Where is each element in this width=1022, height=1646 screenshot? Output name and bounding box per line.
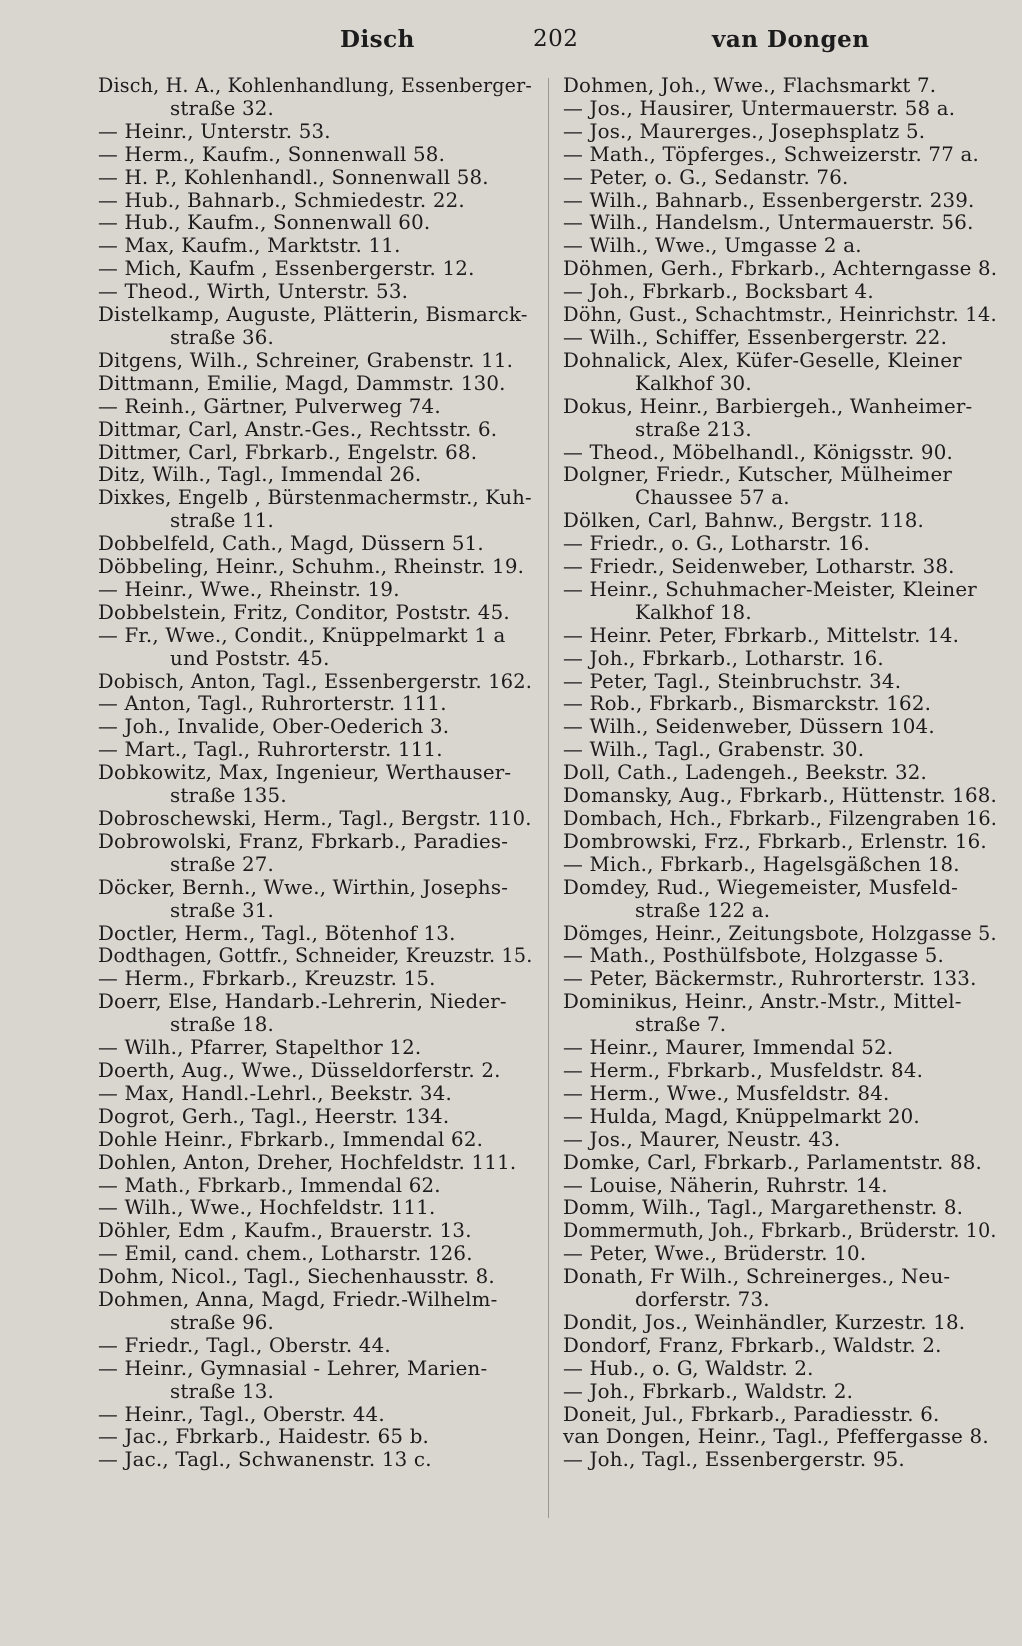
- directory-entry: Dittmer, Carl, Fbrkarb., Engelstr. 68.: [98, 440, 478, 464]
- directory-entry: — Emil, cand. chem., Lotharstr. 126.: [98, 1242, 473, 1266]
- directory-entry: Ditgens, Wilh., Schreiner, Grabenstr. 11.: [98, 348, 514, 372]
- directory-entry: — Heinr. Peter, Fbrkarb., Mittelstr. 14.: [563, 623, 960, 647]
- directory-entry: — Theod., Möbelhandl., Königsstr. 90.: [563, 440, 953, 464]
- directory-entry: Dölken, Carl, Bahnw., Bergstr. 118.: [563, 509, 925, 533]
- entry-continuation: straße 122 a.: [635, 898, 771, 922]
- page-number: 202: [533, 26, 579, 52]
- directory-entry: — Max, Kaufm., Marktstr. 11.: [98, 234, 401, 258]
- directory-entry: Dogrot, Gerh., Tagl., Heerstr. 134.: [98, 1104, 450, 1128]
- directory-entry: Döcker, Bernh., Wwe., Wirthin, Josephs-: [98, 875, 509, 899]
- directory-entry: — Jos., Maurer, Neustr. 43.: [563, 1127, 841, 1151]
- directory-entry: — Heinr., Maurer, Immendal 52.: [563, 1036, 894, 1060]
- directory-entry: — Joh., Invalide, Ober-Oederich 3.: [98, 715, 450, 739]
- directory-entry: — Friedr., Tagl., Oberstr. 44.: [98, 1333, 391, 1357]
- directory-entry: Dobroschewski, Herm., Tagl., Bergstr. 110.: [98, 807, 532, 830]
- directory-entry: — Fr., Wwe., Condit., Knüppelmarkt 1 a: [98, 623, 506, 647]
- entry-continuation: straße 36.: [170, 325, 275, 349]
- header-left-keyword: Disch: [340, 26, 415, 53]
- directory-entry: Dondorf, Franz, Fbrkarb., Waldstr. 2.: [563, 1333, 942, 1357]
- directory-entry: Döhn, Gust., Schachtmstr., Heinrichstr. 14.: [563, 303, 997, 327]
- entry-continuation: straße 213.: [635, 417, 752, 441]
- directory-entry: — Anton, Tagl., Ruhrorterstr. 111.: [98, 692, 447, 716]
- directory-entry: Dittmann, Emilie, Magd, Dammstr. 130.: [98, 371, 506, 395]
- directory-entry: Domansky, Aug., Fbrkarb., Hüttenstr. 168.: [563, 784, 998, 808]
- directory-entry: — Math., Töpferges., Schweizerstr. 77 a.: [563, 142, 979, 166]
- directory-entry: Dittmar, Carl, Anstr.-Ges., Rechtsstr. 6.: [98, 417, 498, 441]
- directory-entry: — Joh., Tagl., Essenbergerstr. 95.: [563, 1448, 905, 1472]
- directory-entry: — Theod., Wirth, Unterstr. 53.: [98, 280, 409, 304]
- directory-entry: Dombach, Hch., Fbrkarb., Filzengraben 16.: [563, 807, 998, 830]
- entry-continuation: straße 31.: [170, 898, 275, 922]
- directory-entry: — Peter, Wwe., Brüderstr. 10.: [563, 1242, 867, 1266]
- directory-entry: Dohle Heinr., Fbrkarb., Immendal 62.: [98, 1127, 484, 1151]
- directory-entry: Döhler, Edm , Kaufm., Brauerstr. 13.: [98, 1219, 472, 1243]
- directory-entry: Doerth, Aug., Wwe., Düsseldorferstr. 2.: [98, 1058, 501, 1082]
- directory-entry: — Herm., Wwe., Musfeldstr. 84.: [563, 1081, 890, 1105]
- entry-continuation: straße 32.: [170, 96, 275, 120]
- directory-entry: Dokus, Heinr., Barbiergeh., Wanheimer-: [563, 394, 973, 418]
- entry-continuation: dorferstr. 73.: [635, 1288, 770, 1312]
- directory-entry: Dominikus, Heinr., Anstr.-Mstr., Mittel-: [563, 990, 962, 1014]
- header-right-keyword: van Dongen: [712, 26, 870, 53]
- directory-entry: Dobrowolski, Franz, Fbrkarb., Paradies-: [98, 829, 509, 853]
- directory-entry: — Mart., Tagl., Ruhrorterstr. 111.: [98, 738, 443, 762]
- directory-entry: — Wilh., Schiffer, Essenbergerstr. 22.: [563, 325, 948, 349]
- directory-entry: Döbbeling, Heinr., Schuhm., Rheinstr. 19.: [98, 555, 525, 579]
- directory-entry: — Wilh., Handelsm., Untermauerstr. 56.: [563, 211, 974, 235]
- directory-entry: Dömges, Heinr., Zeitungsbote, Holzgasse 5.: [563, 921, 997, 945]
- left-column: [98, 75, 532, 1472]
- right-column: [563, 75, 997, 1472]
- directory-entry: — Math., Posthülfsbote, Holzgasse 5.: [563, 944, 945, 968]
- directory-entry: Distelkamp, Auguste, Plätterin, Bismarck-: [98, 303, 528, 327]
- directory-entry: — Max, Handl.-Lehrl., Beekstr. 34.: [98, 1081, 452, 1105]
- directory-entry: — Herm., Kaufm., Sonnenwall 58.: [98, 142, 446, 166]
- directory-entry: — Herm., Fbrkarb., Musfeldstr. 84.: [563, 1058, 924, 1082]
- directory-entry: Dommermuth, Joh., Fbrkarb., Brüderstr. 10.: [563, 1219, 997, 1243]
- directory-entry: — Math., Fbrkarb., Immendal 62.: [98, 1173, 441, 1197]
- directory-entry: — H. P., Kohlenhandl., Sonnenwall 58.: [98, 165, 489, 189]
- directory-entry: — Hub., o. G, Waldstr. 2.: [563, 1356, 814, 1380]
- directory-entry: — Herm., Fbrkarb., Kreuzstr. 15.: [98, 967, 436, 991]
- directory-entry: — Joh., Fbrkarb., Lotharstr. 16.: [563, 646, 884, 670]
- directory-entry: — Hulda, Magd, Knüppelmarkt 20.: [563, 1104, 920, 1128]
- entry-continuation: Kalkhof 30.: [635, 371, 752, 395]
- directory-entry: — Louise, Näherin, Ruhrstr. 14.: [563, 1173, 888, 1197]
- directory-entry: — Jos., Hausirer, Untermauerstr. 58 a.: [563, 96, 956, 120]
- entry-continuation: Chaussee 57 a.: [635, 486, 790, 510]
- directory-entry: Dohmen, Joh., Wwe., Flachsmarkt 7.: [563, 74, 937, 97]
- entry-continuation: straße 135.: [170, 784, 287, 808]
- entry-continuation: straße 96.: [170, 1310, 275, 1334]
- directory-entry: Donath, Fr Wilh., Schreinerges., Neu-: [563, 1265, 951, 1289]
- directory-entry: Disch, H. A., Kohlenhandlung, Essenberger-: [98, 74, 533, 97]
- directory-entry: — Reinh., Gärtner, Pulverweg 74.: [98, 394, 441, 418]
- entry-continuation: straße 11.: [170, 509, 275, 533]
- directory-entry: — Jac., Tagl., Schwanenstr. 13 c.: [98, 1448, 432, 1472]
- directory-entry: Domdey, Rud., Wiegemeister, Musfeld-: [563, 875, 959, 899]
- directory-entry: — Heinr., Unterstr. 53.: [98, 119, 331, 143]
- directory-entry: Dobisch, Anton, Tagl., Essenbergerstr. 162.: [98, 669, 533, 693]
- directory-entry: — Joh., Fbrkarb., Waldstr. 2.: [563, 1379, 854, 1403]
- directory-entry: — Wilh., Wwe., Hochfeldstr. 111.: [98, 1196, 436, 1220]
- directory-entry: Dohm, Nicol., Tagl., Siechenhausstr. 8.: [98, 1265, 495, 1289]
- directory-entry: — Heinr., Gymnasial - Lehrer, Marien-: [98, 1356, 488, 1380]
- directory-entry: — Hub., Bahnarb., Schmiedestr. 22.: [98, 188, 465, 212]
- directory-entry: Dondit, Jos., Weinhändler, Kurzestr. 18.: [563, 1310, 966, 1334]
- directory-entry: Doctler, Herm., Tagl., Bötenhof 13.: [98, 921, 456, 945]
- directory-entry: Dohlen, Anton, Dreher, Hochfeldstr. 111.: [98, 1150, 517, 1174]
- directory-entry: Dobbelstein, Fritz, Conditor, Poststr. 45.: [98, 600, 510, 624]
- directory-entry: Domke, Carl, Fbrkarb., Parlamentstr. 88.: [563, 1150, 983, 1174]
- directory-entry: Dobbelfeld, Cath., Magd, Düssern 51.: [98, 532, 484, 556]
- directory-entry: — Joh., Fbrkarb., Bocksbart 4.: [563, 280, 874, 304]
- directory-entry: Dobkowitz, Max, Ingenieur, Werthauser-: [98, 761, 512, 785]
- directory-entry: — Jos., Maurerges., Josephsplatz 5.: [563, 119, 926, 143]
- directory-entry: Dombrowski, Frz., Fbrkarb., Erlenstr. 16.: [563, 829, 987, 853]
- directory-entry: Doerr, Else, Handarb.-Lehrerin, Nieder-: [98, 990, 507, 1014]
- directory-entry: — Jac., Fbrkarb., Haidestr. 65 b.: [98, 1425, 430, 1449]
- column-divider: [548, 78, 549, 1518]
- directory-entry: — Peter, Tagl., Steinbruchstr. 34.: [563, 669, 902, 693]
- directory-entry: Dolgner, Friedr., Kutscher, Mülheimer: [563, 463, 953, 487]
- directory-entry: — Wilh., Bahnarb., Essenbergerstr. 239.: [563, 188, 975, 212]
- directory-entry: Döhmen, Gerh., Fbrkarb., Achterngasse 8.: [563, 257, 998, 281]
- directory-entry: — Hub., Kaufm., Sonnenwall 60.: [98, 211, 431, 235]
- directory-entry: — Wilh., Wwe., Umgasse 2 a.: [563, 234, 862, 258]
- directory-entry: — Wilh., Pfarrer, Stapelthor 12.: [98, 1036, 422, 1060]
- entry-continuation: straße 18.: [170, 1013, 275, 1037]
- directory-entry: — Mich., Fbrkarb., Hagelsgäßchen 18.: [563, 852, 960, 876]
- entry-continuation: und Poststr. 45.: [170, 646, 330, 670]
- directory-entry: — Peter, Bäckermstr., Ruhrorterstr. 133.: [563, 967, 977, 991]
- directory-entry: — Rob., Fbrkarb., Bismarckstr. 162.: [563, 692, 932, 716]
- entry-continuation: straße 13.: [170, 1379, 275, 1403]
- directory-entry: — Wilh., Tagl., Grabenstr. 30.: [563, 738, 865, 762]
- directory-entry: — Friedr., Seidenweber, Lotharstr. 38.: [563, 555, 955, 579]
- directory-entry: — Wilh., Seidenweber, Düssern 104.: [563, 715, 935, 739]
- entry-continuation: straße 27.: [170, 852, 275, 876]
- directory-entry: Doneit, Jul., Fbrkarb., Paradiesstr. 6.: [563, 1402, 940, 1426]
- directory-entry: Dohnalick, Alex, Küfer-Geselle, Kleiner: [563, 348, 962, 372]
- directory-entry: Doll, Cath., Ladengeh., Beekstr. 32.: [563, 761, 928, 785]
- entry-continuation: Kalkhof 18.: [635, 600, 752, 624]
- directory-entry: — Friedr., o. G., Lotharstr. 16.: [563, 532, 870, 556]
- directory-entry: — Mich, Kaufm , Essenbergerstr. 12.: [98, 257, 475, 281]
- entry-continuation: straße 7.: [635, 1013, 727, 1037]
- directory-entry: — Heinr., Schuhmacher-Meister, Kleiner: [563, 577, 977, 601]
- page-header: [0, 26, 1022, 66]
- directory-entry: — Heinr., Tagl., Oberstr. 44.: [98, 1402, 385, 1426]
- directory-entry: Ditz, Wilh., Tagl., Immendal 26.: [98, 463, 422, 487]
- directory-entry: Dodthagen, Gottfr., Schneider, Kreuzstr. 15.: [98, 944, 533, 968]
- directory-entry: Domm, Wilh., Tagl., Margarethenstr. 8.: [563, 1196, 964, 1220]
- directory-entry: Dixkes, Engelb , Bürstenmachermstr., Kuh-: [98, 486, 532, 510]
- directory-entry: — Heinr., Wwe., Rheinstr. 19.: [98, 577, 400, 601]
- directory-entry: — Peter, o. G., Sedanstr. 76.: [563, 165, 849, 189]
- directory-entry: van Dongen, Heinr., Tagl., Pfeffergasse 8.: [563, 1425, 989, 1449]
- directory-entry: Dohmen, Anna, Magd, Friedr.-Wilhelm-: [98, 1288, 498, 1312]
